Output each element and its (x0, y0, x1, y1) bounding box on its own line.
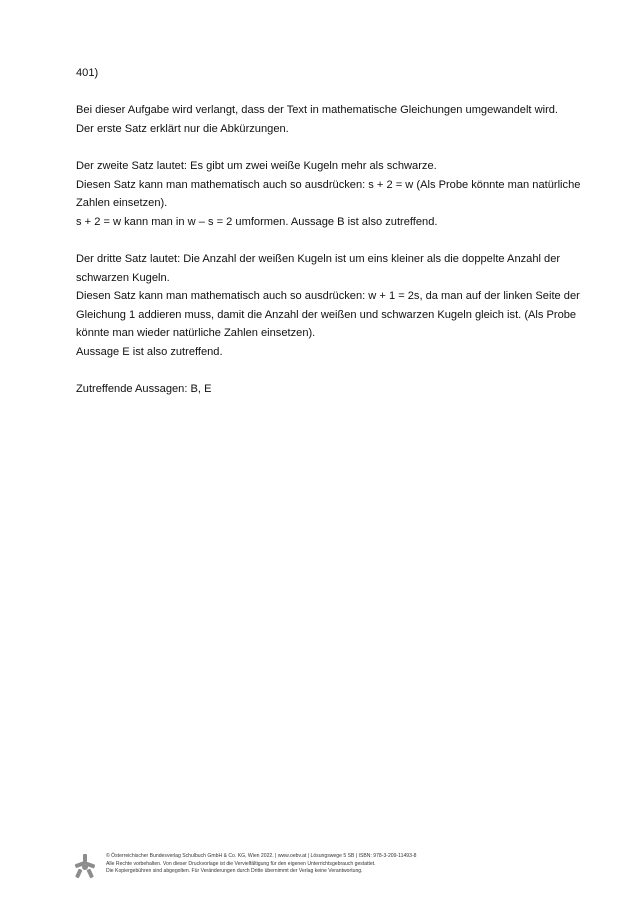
page-footer (74, 851, 574, 887)
footer-copyright: © Österreichischer Bundesverlag Schulbuch GmbH & Co. KG, Wien 2022. | www.oebv.at | Lösungswege 5 SB | ISBN: 978-3-209-11493-8 (106, 853, 417, 859)
paragraph-3-line-6: Aussage E ist also zutreffend. (76, 345, 223, 358)
paragraph-2-line-3: Zahlen einsetzen). (76, 197, 168, 210)
task-number: 401) (76, 67, 99, 79)
footer-text (106, 853, 416, 876)
paragraph-2-line-1: Der zweite Satz lautet: Es gibt um zwei weiße Kugeln mehr als schwarze. (76, 159, 437, 172)
spacer (76, 362, 586, 381)
paragraph-3-line-1: Der dritte Satz lautet: Die Anzahl der weißen Kugeln ist um eins kleiner als die doppelte Anzahl der (76, 252, 561, 265)
footer-disclaimer: Die Kopiergebühren sind abgegolten. Für Veränderungen durch Dritte übernimmt der Verlag keine Verantwortung. (106, 868, 363, 875)
paragraph-3-line-2: schwarzen Kugeln. (76, 271, 170, 284)
paragraph-1-line-2: Der erste Satz erklärt nur die Abkürzungen. (76, 122, 289, 135)
footer-rights: Alle Rechte vorbehalten. Von dieser Druckvorlage ist die Vervielfältigung für den eigenen Unterrichtsgebrauch gestattet. (106, 860, 376, 867)
spacer (76, 231, 586, 250)
paragraph-3-line-5: könnte man wieder natürliche Zahlen einsetzen). (76, 327, 316, 340)
paragraph-2-line-4: s + 2 = w kann man in w – s = 2 umformen. Aussage B ist also zutreffend. (76, 215, 438, 228)
document-page (76, 64, 586, 399)
conclusion-line: Zutreffende Aussagen: B, E (76, 383, 212, 396)
oebv-logo-icon (74, 853, 96, 879)
paragraph-3-line-3: Diesen Satz kann man mathematisch auch so ausdrücken: w + 1 = 2s, da man auf der linken Seite der (76, 290, 580, 303)
paragraph-3-line-4: Gleichung 1 addieren muss, damit die Anzahl der weißen und schwarzen Kugeln gleich ist. (Als Probe (76, 308, 577, 321)
spacer (76, 138, 586, 157)
paragraph-1-line-1: Bei dieser Aufgabe wird verlangt, dass der Text in mathematische Gleichungen umgewandelt wird. (76, 104, 559, 117)
paragraph-2-line-2: Diesen Satz kann man mathematisch auch so ausdrücken: s + 2 = w (Als Probe könnte man natürliche (76, 178, 581, 191)
spacer (76, 83, 586, 102)
